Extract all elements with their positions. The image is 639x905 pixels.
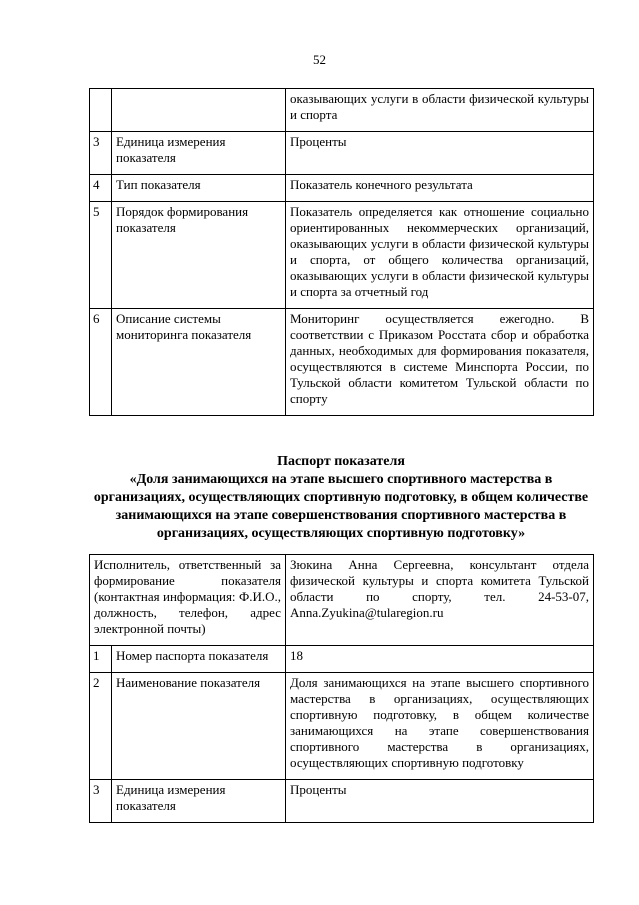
executor-label: Исполнитель, ответственный за формирование показателя (контактная информация: Ф.И.О., должность, телефон, адрес электронной почты): [90, 555, 286, 646]
top-indicator-table: [89, 88, 594, 416]
passport-heading: Паспорт показателя: [277, 454, 405, 469]
row-number: 4: [90, 175, 112, 202]
row-number: [90, 89, 112, 132]
row-value: Мониторинг осуществляется ежегодно. В соответствии с Приказом Росстата сбор и обработка данных, необходимых для формирования показателя, осуществляются в системе Минспорта России, по Тульской области комитетом Тульской области по спорту: [286, 309, 594, 416]
table-row: [90, 780, 594, 823]
row-label: Описание системы мониторинга показателя: [112, 309, 286, 416]
passport-subheading: «Доля занимающихся на этапе высшего спортивного мастерства в организациях, осуществляющих спортивную подготовку, в общем количестве занимающихся на этапе совершенствования спортивного мастерства в организациях, осуществляющих спортивную подготовку»: [93, 472, 589, 541]
row-label: Единица измерения показателя: [112, 780, 286, 823]
row-value: 18: [286, 646, 594, 673]
table-row: [90, 309, 594, 416]
row-number: 2: [90, 673, 112, 780]
row-label: Тип показателя: [112, 175, 286, 202]
page-number: 52: [313, 52, 326, 67]
row-label: [112, 89, 286, 132]
table-row: [90, 175, 594, 202]
table-row: [90, 89, 594, 132]
row-number: 3: [90, 132, 112, 175]
row-number: 6: [90, 309, 112, 416]
row-value: Показатель конечного результата: [286, 175, 594, 202]
passport-title: [89, 453, 593, 543]
row-label: Наименование показателя: [112, 673, 286, 780]
row-value: Проценты: [286, 780, 594, 823]
row-label: Номер паспорта показателя: [112, 646, 286, 673]
row-number: 1: [90, 646, 112, 673]
passport-table: [89, 554, 594, 823]
row-number: 5: [90, 202, 112, 309]
table-row: [90, 673, 594, 780]
table-row: [90, 132, 594, 175]
row-label: Порядок формирования показателя: [112, 202, 286, 309]
row-number: 3: [90, 780, 112, 823]
row-value: Показатель определяется как отношение социально ориентированных некоммерческих организаций, оказывающих услуги в области физической культуры и спорта, от общего количества организаций, оказывающих услуги в области физической культуры и спорта за отчетный год: [286, 202, 594, 309]
row-value: Проценты: [286, 132, 594, 175]
row-label: Единица измерения показателя: [112, 132, 286, 175]
table-row: [90, 646, 594, 673]
table-row: [90, 202, 594, 309]
executor-value: Зюкина Анна Сергеевна, консультант отдела физической культуры и спорта комитета Тульской области по спорту, тел. 24-53-07, Anna.Zyukina@tularegion.ru: [286, 555, 594, 646]
row-value: Доля занимающихся на этапе высшего спортивного мастерства в организациях, осуществляющих спортивную подготовку, в общем количестве занимающихся на этапе совершенствования спортивного мастерства в организациях, осуществляющих спортивную подготовку: [286, 673, 594, 780]
table-row: [90, 555, 594, 646]
row-value: оказывающих услуги в области физической культуры и спорта: [286, 89, 594, 132]
